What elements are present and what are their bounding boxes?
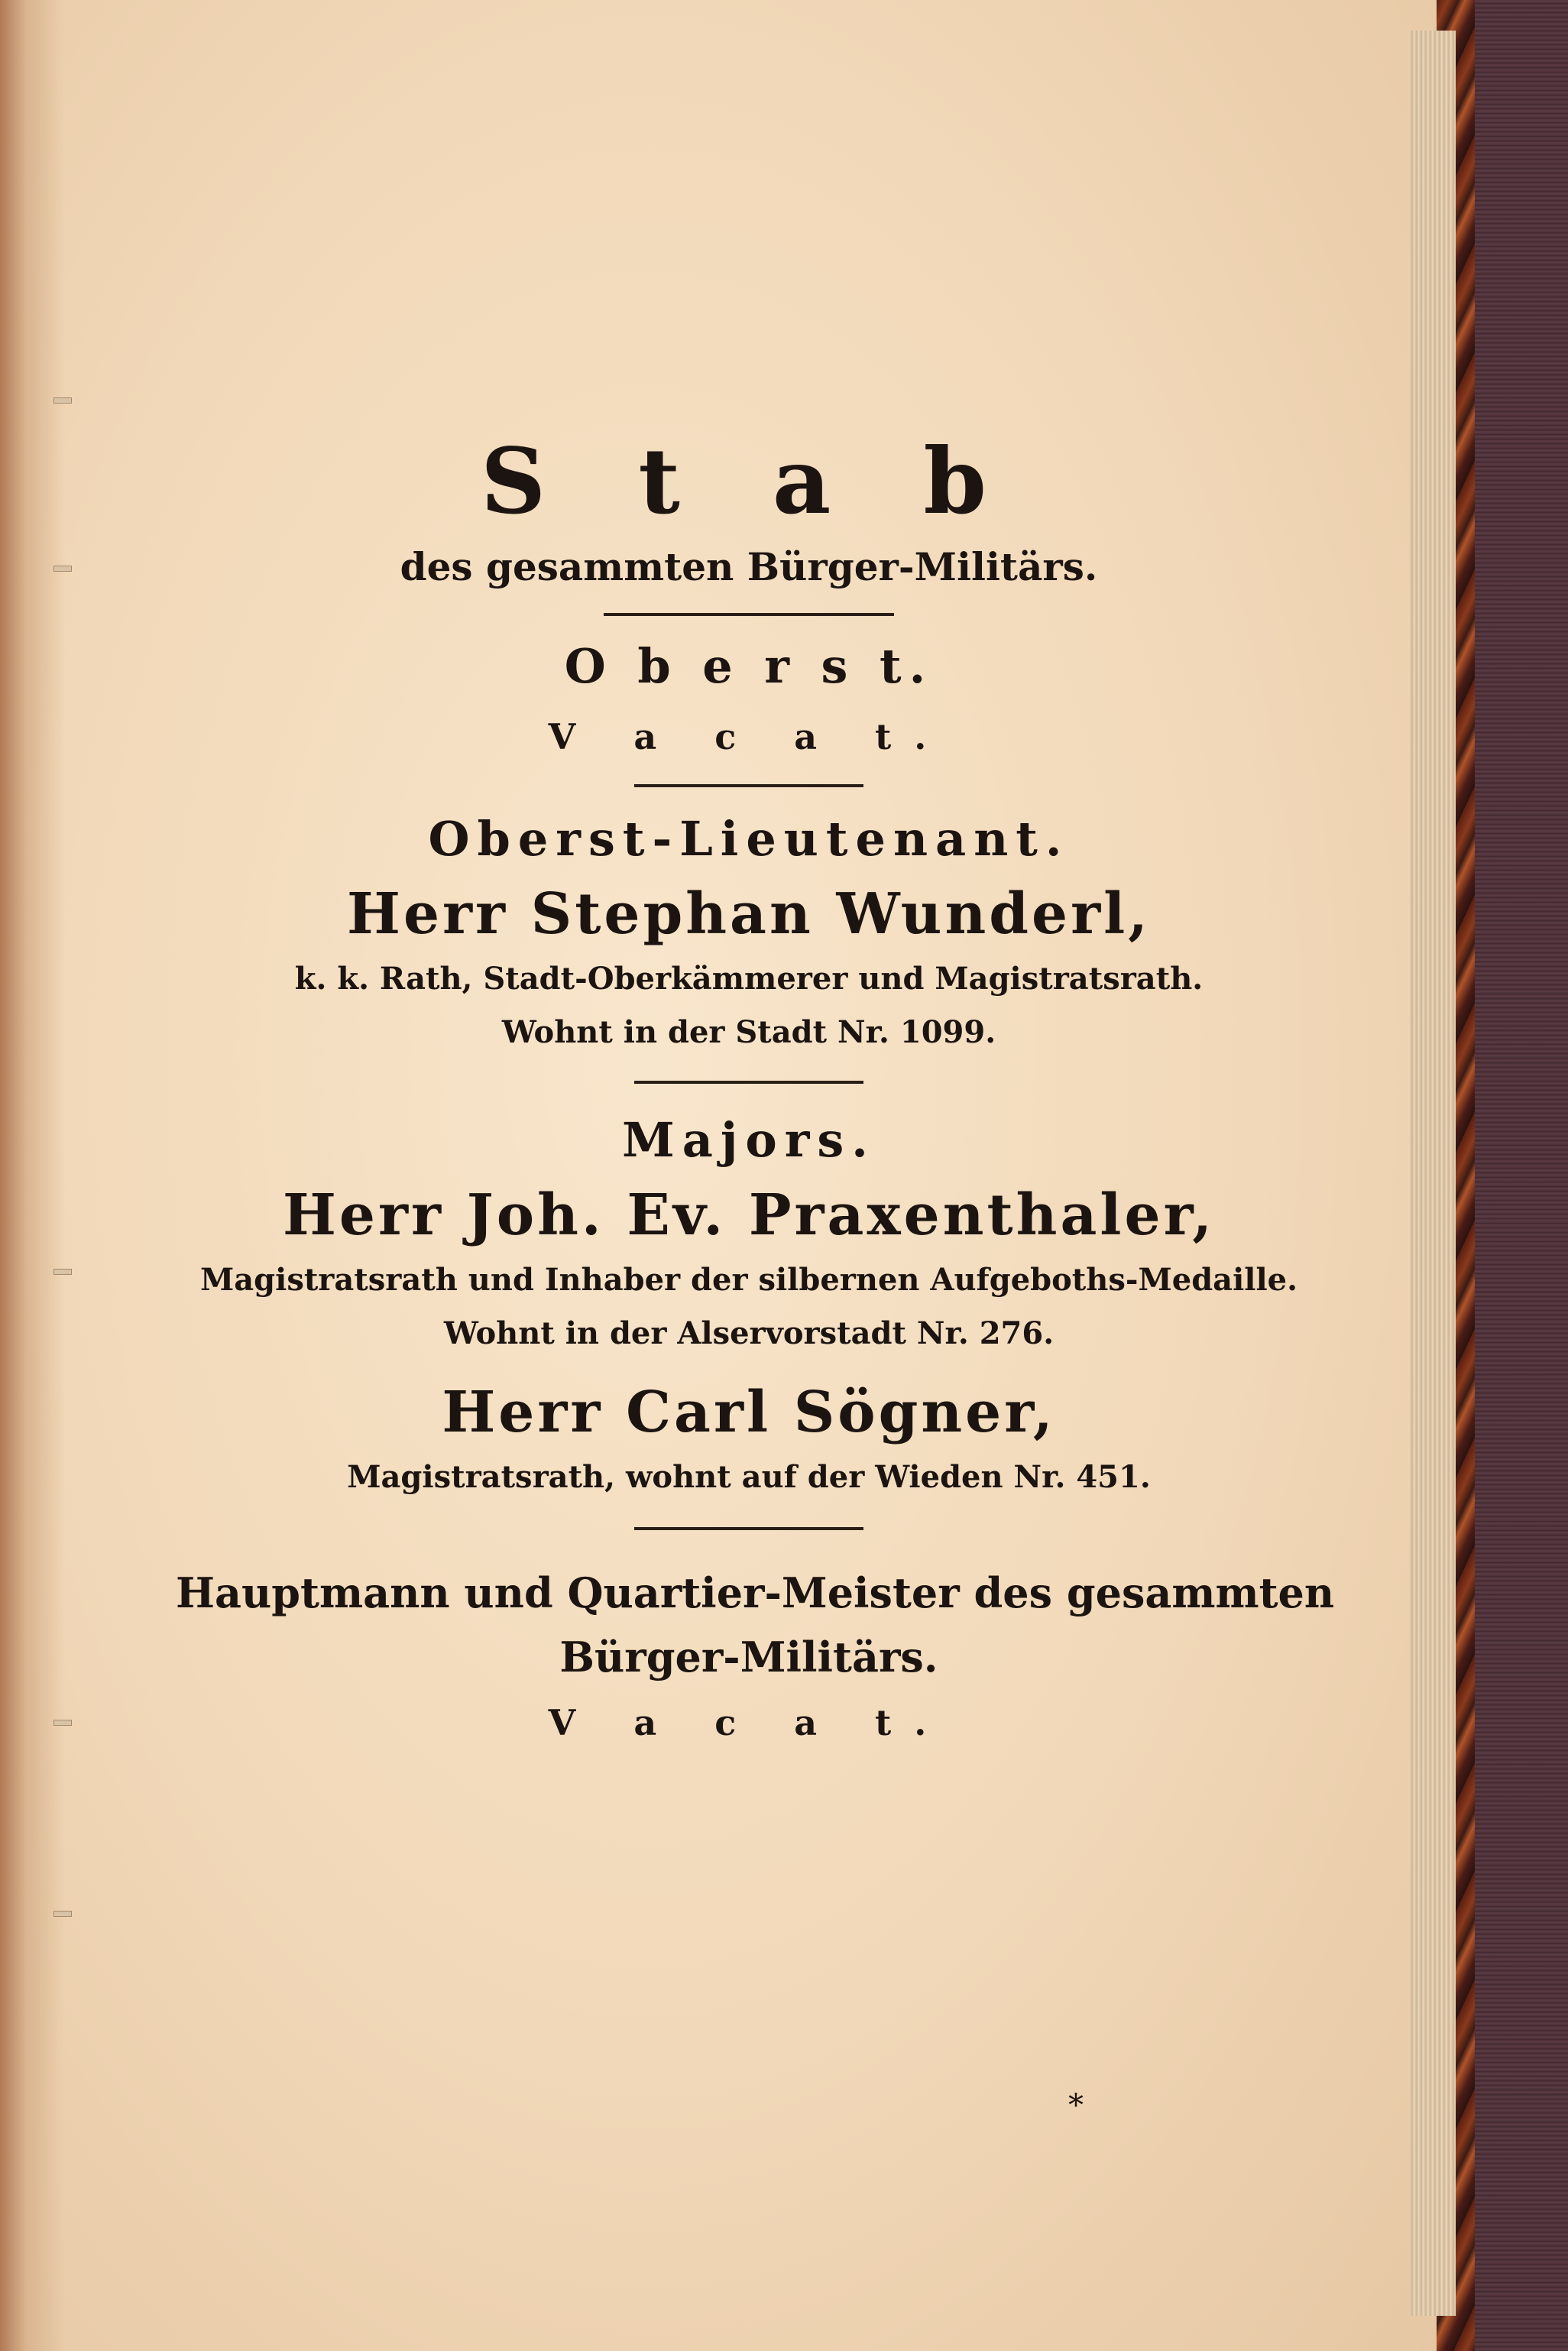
page-gutter — [0, 0, 65, 2351]
divider-rule — [634, 1527, 863, 1530]
person-name: Herr Joh. Ev. Praxenthaler, — [283, 1182, 1215, 1248]
divider-rule — [634, 784, 863, 787]
vacat-text: V a c a t. — [548, 1702, 950, 1743]
section-heading-majors: Majors. — [622, 1112, 876, 1168]
section-heading-oberst: O b e r s t. — [564, 638, 934, 694]
person-detail: k. k. Rath, Stadt-Oberkämmerer und Magistratsrath. — [294, 961, 1204, 997]
person-detail: Magistratsrath und Inhaber der silbernen Aufgeboths-Medaille. — [199, 1262, 1298, 1298]
person-name: Herr Carl Sögner, — [442, 1380, 1056, 1445]
person-name: Herr Stephan Wunderl, — [347, 881, 1151, 947]
divider-rule — [604, 613, 894, 616]
page-content — [176, 428, 1335, 1756]
section-heading-oberst-lieutenant: Oberst-Lieutenant. — [428, 811, 1070, 867]
vacat-text: V a c a t. — [548, 716, 950, 757]
binding-stitch — [53, 397, 72, 404]
person-detail: Magistratsrath, wohnt auf der Wieden Nr. 451. — [347, 1459, 1151, 1495]
person-address: Wohnt in der Alservorstadt Nr. 276. — [443, 1315, 1055, 1351]
section-heading-quartermaster-cont: Bürger-Militärs. — [559, 1633, 938, 1681]
page-subtitle: des gesammten Bürger-Militärs. — [400, 544, 1098, 589]
binding-stitch — [53, 1269, 72, 1275]
signature-mark: * — [1068, 2088, 1084, 2123]
section-heading-quartermaster: Hauptmann und Quartier-Meister des gesammten — [176, 1568, 1335, 1617]
person-address: Wohnt in der Stadt Nr. 1099. — [501, 1014, 996, 1050]
page-edges — [1410, 31, 1456, 2316]
divider-rule — [634, 1081, 863, 1084]
page-title: S t a b — [481, 428, 1017, 534]
binding-stitch — [53, 1720, 72, 1726]
binding-stitch — [53, 566, 72, 572]
binding-stitch — [53, 1911, 72, 1917]
cloth-binding — [1475, 0, 1568, 2351]
